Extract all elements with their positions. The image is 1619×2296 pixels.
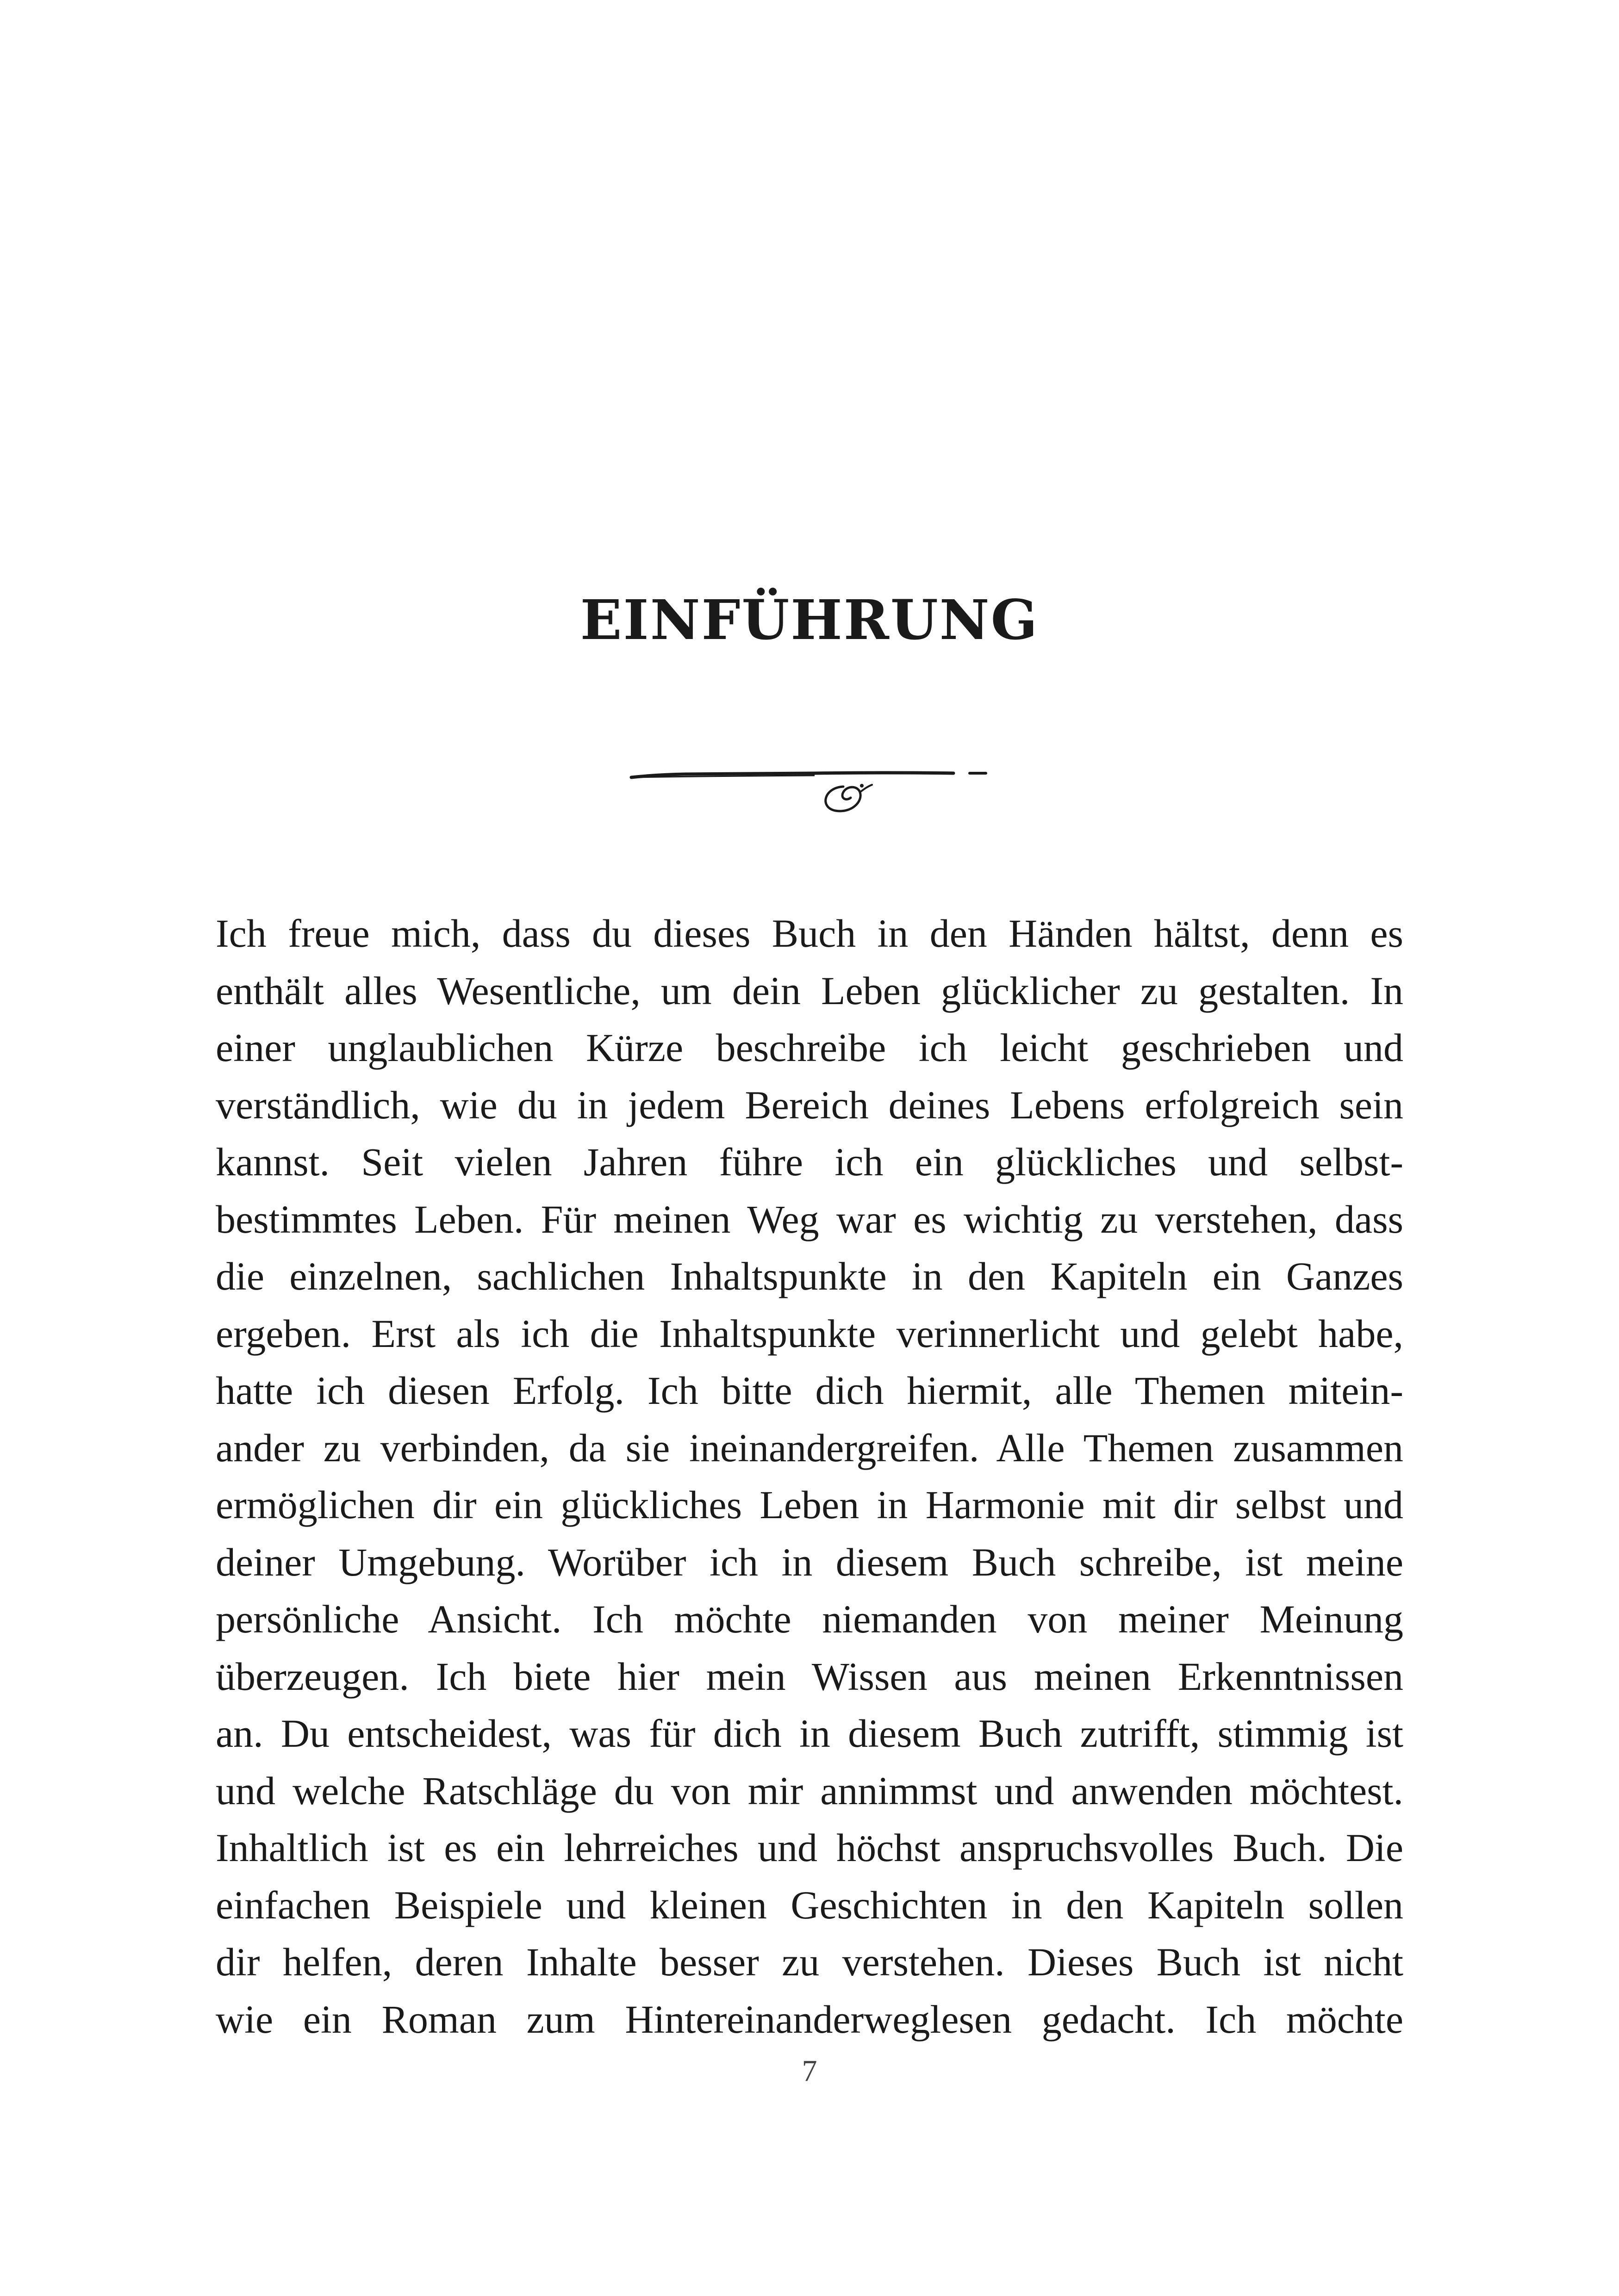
text-line: verständlich, wie du in jedem Bereich deines Lebens erfolgreich sein [216,1082,1403,1127]
text-line: die einzelnen, sachlichen Inhaltspunkte in den Kapiteln ein Ganzes [216,1254,1403,1298]
text-line: wie ein Roman zum Hintereinanderweglesen gedacht. Ich möchte [216,1997,1403,2042]
text-line: deiner Umgebung. Worüber ich in diesem Buch schreibe, ist meine [216,1539,1403,1584]
text-line: Inhaltlich ist es ein lehrreiches und höchst anspruchsvolles Buch. Die [216,1825,1403,1870]
text-line: persönliche Ansicht. Ich möchte niemanden von meiner Meinung [216,1597,1403,1641]
text-line: an. Du entscheidest, was für dich in diesem Buch zutrifft, stimmig ist [216,1711,1403,1756]
text-line: Ich freue mich, dass du dieses Buch in den Händen hältst, denn es [216,911,1403,956]
body-paragraph [216,905,1403,2048]
text-line: einfachen Beispiele und kleinen Geschichten in den Kapiteln sollen [216,1882,1403,1927]
text-line: überzeugen. Ich biete hier mein Wissen aus meinen Erkenntnissen [216,1654,1403,1699]
text-line: und welche Ratschläge du von mir annimmst und anwenden möchtest. [216,1768,1403,1813]
text-line: dir helfen, deren Inhalte besser zu verstehen. Dieses Buch ist nicht [216,1940,1403,1984]
text-line: enthält alles Wesentliche, um dein Leben glücklicher zu gestalten. In [216,968,1403,1013]
chapter-title: EINFÜHRUNG [580,588,1039,652]
text-line: einer unglaublichen Kürze beschreibe ich leicht geschrieben und [216,1025,1403,1070]
text-line: ander zu verbinden, da sie ineinandergreifen. Alle Themen zusammen [216,1425,1403,1470]
text-line: hatte ich diesen Erfolg. Ich bitte dich hiermit, alle Themen mitein- [216,1368,1403,1413]
text-line: ergeben. Erst als ich die Inhaltspunkte verinnerlicht und gelebt habe, [216,1311,1403,1356]
text-line: bestimmtes Leben. Für meinen Weg war es wichtig zu verstehen, dass [216,1197,1403,1241]
text-line: ermöglichen dir ein glückliches Leben in Harmonie mit dir selbst und [216,1483,1403,1527]
flourish-divider-icon [629,759,990,819]
text-line: kannst. Seit vielen Jahren führe ich ein glückliches und selbst- [216,1140,1403,1184]
page-number: 7 [802,2054,817,2088]
